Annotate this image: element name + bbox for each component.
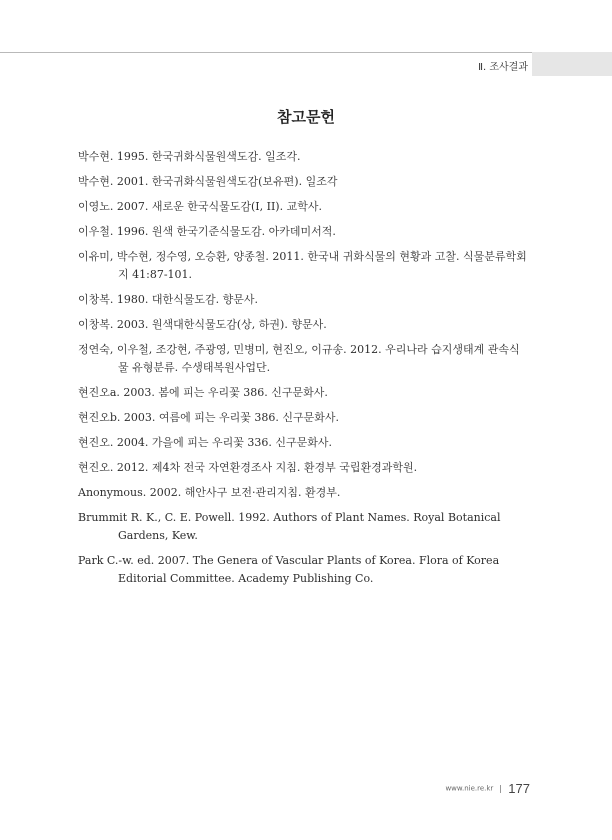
reference-item: 이영노. 2007. 새로운 한국식물도감(I, II). 교학사. [78, 200, 322, 213]
reference-item: 정연숙, 이우철, 조강현, 주광영, 민병미, 현진오, 이규송. 2012. 우리나라 습지생태계 관속식물 유형분류. 수생태복원사업단. [78, 343, 520, 374]
reference-item: Park C.-w. ed. 2007. The Genera of Vascular Plants of Korea. Flora of Korea Editorial Committee. Academy Publishing Co. [78, 554, 500, 585]
footer-site-url: www.nie.re.kr [445, 784, 494, 793]
reference-item: 현진오. 2004. 가을에 피는 우리꽃 336. 신구문화사. [78, 436, 332, 449]
reference-item: 박수현. 1995. 한국귀화식물원색도감. 일조각. [78, 150, 301, 163]
reference-item: 현진오. 2012. 제4차 전국 자연환경조사 지침. 환경부 국립환경과학원. [78, 461, 418, 474]
reference-item: 현진오b. 2003. 여름에 피는 우리꽃 386. 신구문화사. [78, 411, 340, 424]
reference-item: 이창복. 1980. 대한식물도감. 향문사. [78, 293, 258, 306]
reference-item: 이창복. 2003. 원색대한식물도감(상, 하권). 향문사. [78, 318, 327, 331]
page-title: 참고문헌 [277, 108, 335, 126]
header-rule [0, 52, 532, 53]
reference-item: 이우철. 1996. 원색 한국기준식물도감. 아카데미서적. [78, 225, 336, 238]
header-tab [532, 52, 612, 76]
reference-item: 박수현. 2001. 한국귀화식물원색도감(보유편). 일조각 [78, 175, 338, 188]
reference-item: Anonymous. 2002. 해안사구 보전·관리지침. 환경부. [78, 486, 341, 499]
reference-list [78, 148, 530, 595]
reference-item: 이유미, 박수현, 정수영, 오승환, 양종철. 2011. 한국내 귀화식물의 현황과 고찰. 식물분류학회지 41:87-101. [78, 250, 527, 281]
reference-item: 현진오a. 2003. 봄에 피는 우리꽃 386. 신구문화사. [78, 386, 328, 399]
reference-item: Brummit R. K., C. E. Powell. 1992. Authors of Plant Names. Royal Botanical Gardens, Kew. [78, 511, 501, 542]
footer-separator [500, 785, 501, 793]
section-label: Ⅱ. 조사결과 [478, 62, 528, 73]
page-number: 177 [508, 781, 530, 796]
page-footer [445, 778, 530, 797]
